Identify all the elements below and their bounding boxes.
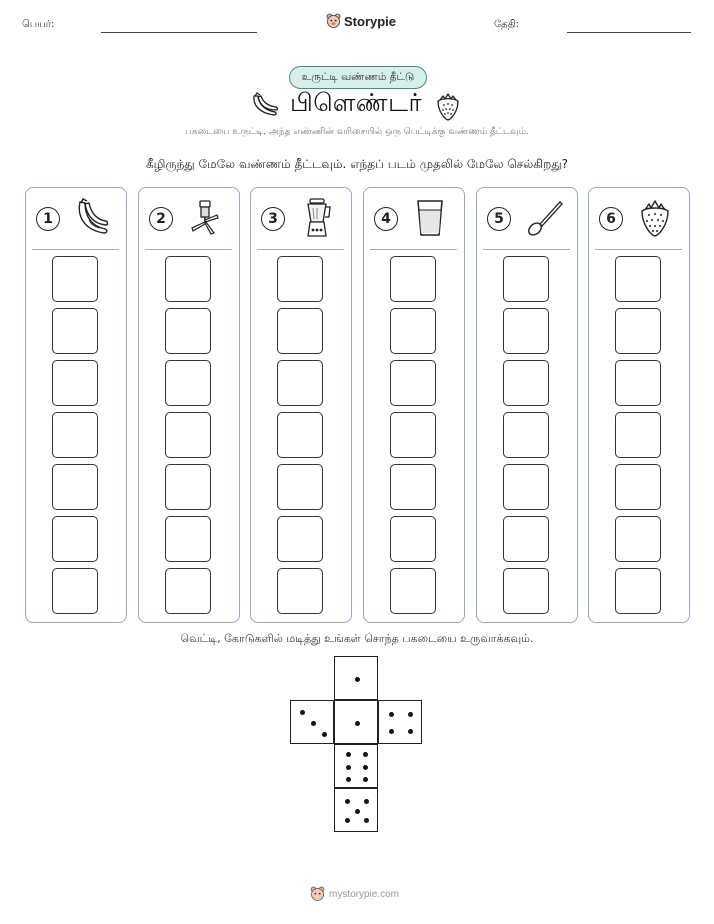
color-box[interactable] <box>277 308 323 354</box>
activity-badge: உருட்டி வண்ணம் தீட்டு <box>289 66 427 89</box>
column-divider <box>32 249 119 250</box>
column-divider <box>595 249 682 250</box>
color-box[interactable] <box>52 516 98 562</box>
color-box[interactable] <box>390 464 436 510</box>
name-line[interactable] <box>101 32 257 33</box>
color-box[interactable] <box>615 308 661 354</box>
column-number: 4 <box>374 207 398 231</box>
spoon-icon <box>525 198 565 242</box>
dice-pip <box>311 721 316 726</box>
dice-pip <box>364 818 369 823</box>
color-box[interactable] <box>390 360 436 406</box>
footer <box>310 886 399 902</box>
date-label: தேதி: <box>494 19 520 30</box>
color-box[interactable] <box>615 464 661 510</box>
dice-face-1 <box>334 656 378 700</box>
color-box[interactable] <box>503 256 549 302</box>
column-number: 6 <box>599 207 623 231</box>
column-number: 3 <box>261 207 285 231</box>
color-box[interactable] <box>165 568 211 614</box>
dice-face-5 <box>334 788 378 832</box>
dice-face-4 <box>378 700 422 744</box>
color-box[interactable] <box>503 412 549 458</box>
color-box[interactable] <box>277 464 323 510</box>
glass-icon <box>412 198 448 242</box>
color-box[interactable] <box>165 464 211 510</box>
dice-pip <box>355 809 360 814</box>
color-box[interactable] <box>165 256 211 302</box>
color-box[interactable] <box>52 568 98 614</box>
color-box[interactable] <box>503 360 549 406</box>
column-number: 2 <box>149 207 173 231</box>
dice-pip <box>408 729 413 734</box>
color-box[interactable] <box>615 516 661 562</box>
color-box[interactable] <box>615 568 661 614</box>
color-box[interactable] <box>390 308 436 354</box>
name-label: பெயர்: <box>22 19 55 30</box>
blender-blade-icon <box>187 198 223 242</box>
dice-face-1 <box>334 700 378 744</box>
roll-column-3 <box>250 187 352 623</box>
footer-mascot-icon <box>310 886 325 902</box>
strawberry-icon <box>637 198 673 242</box>
blender-icon <box>299 198 335 242</box>
color-box[interactable] <box>503 568 549 614</box>
roll-column-6 <box>588 187 690 623</box>
color-box[interactable] <box>165 360 211 406</box>
instructions-subtitle: பகடையை உருட்டி, அந்த எண்ணின் வரிசையில் ஒரு பெட்டிக்கு வண்ணம் தீட்டவும். <box>185 127 529 137</box>
dice-pip <box>363 752 368 757</box>
color-box[interactable] <box>52 412 98 458</box>
color-box[interactable] <box>52 360 98 406</box>
roll-column-1 <box>25 187 127 623</box>
column-divider <box>145 249 232 250</box>
brand-logo <box>326 13 396 29</box>
color-box[interactable] <box>277 516 323 562</box>
column-number: 1 <box>36 207 60 231</box>
color-box[interactable] <box>503 464 549 510</box>
color-box[interactable] <box>503 308 549 354</box>
dice-pip <box>408 712 413 717</box>
color-box[interactable] <box>615 360 661 406</box>
question-text: கீழிருந்து மேலே வண்ணம் தீட்டவும். எந்தப் படம் முதலில் மேலே செல்கிறது? <box>145 157 569 171</box>
column-divider <box>483 249 570 250</box>
dice-face-3 <box>290 700 334 744</box>
dice-pip <box>345 799 350 804</box>
dice-pip <box>355 721 360 726</box>
column-divider <box>370 249 457 250</box>
dice-pip <box>300 710 305 715</box>
column-number: 5 <box>487 207 511 231</box>
dice-pip <box>355 677 360 682</box>
color-box[interactable] <box>503 516 549 562</box>
page-title: பிளெண்டர் <box>289 88 423 117</box>
date-line[interactable] <box>567 32 691 33</box>
color-box[interactable] <box>165 308 211 354</box>
color-box[interactable] <box>165 516 211 562</box>
color-box[interactable] <box>165 412 211 458</box>
color-box[interactable] <box>52 464 98 510</box>
roll-column-5 <box>476 187 578 623</box>
color-box[interactable] <box>615 256 661 302</box>
storypie-mascot-icon <box>326 13 341 29</box>
banana-icon <box>74 198 110 242</box>
color-box[interactable] <box>390 412 436 458</box>
dice-pip <box>363 765 368 770</box>
column-divider <box>257 249 344 250</box>
dice-pip <box>345 818 350 823</box>
dice-face-6 <box>334 744 378 788</box>
brand-name: Storypie <box>344 13 397 29</box>
dice-pip <box>363 777 368 782</box>
strawberry-title-icon <box>434 90 462 122</box>
color-box[interactable] <box>615 412 661 458</box>
dice-pip <box>364 799 369 804</box>
footer-url: mystorypie.com <box>329 888 400 900</box>
dice-pip <box>389 712 394 717</box>
cut-instruction: வெட்டி, கோடுகளில் மடித்து உங்கள் சொந்த பகடையை உருவாக்கவும். <box>180 632 534 645</box>
color-box[interactable] <box>52 256 98 302</box>
roll-column-2 <box>138 187 240 623</box>
dice-pip <box>346 765 351 770</box>
color-box[interactable] <box>390 256 436 302</box>
dice-pip <box>389 729 394 734</box>
dice-pip <box>346 777 351 782</box>
dice-pip <box>322 732 327 737</box>
color-box[interactable] <box>390 516 436 562</box>
color-box[interactable] <box>277 412 323 458</box>
dice-pip <box>346 752 351 757</box>
color-box[interactable] <box>390 568 436 614</box>
color-box[interactable] <box>277 568 323 614</box>
roll-column-4 <box>363 187 465 623</box>
color-box[interactable] <box>52 308 98 354</box>
color-box[interactable] <box>277 360 323 406</box>
color-box[interactable] <box>277 256 323 302</box>
